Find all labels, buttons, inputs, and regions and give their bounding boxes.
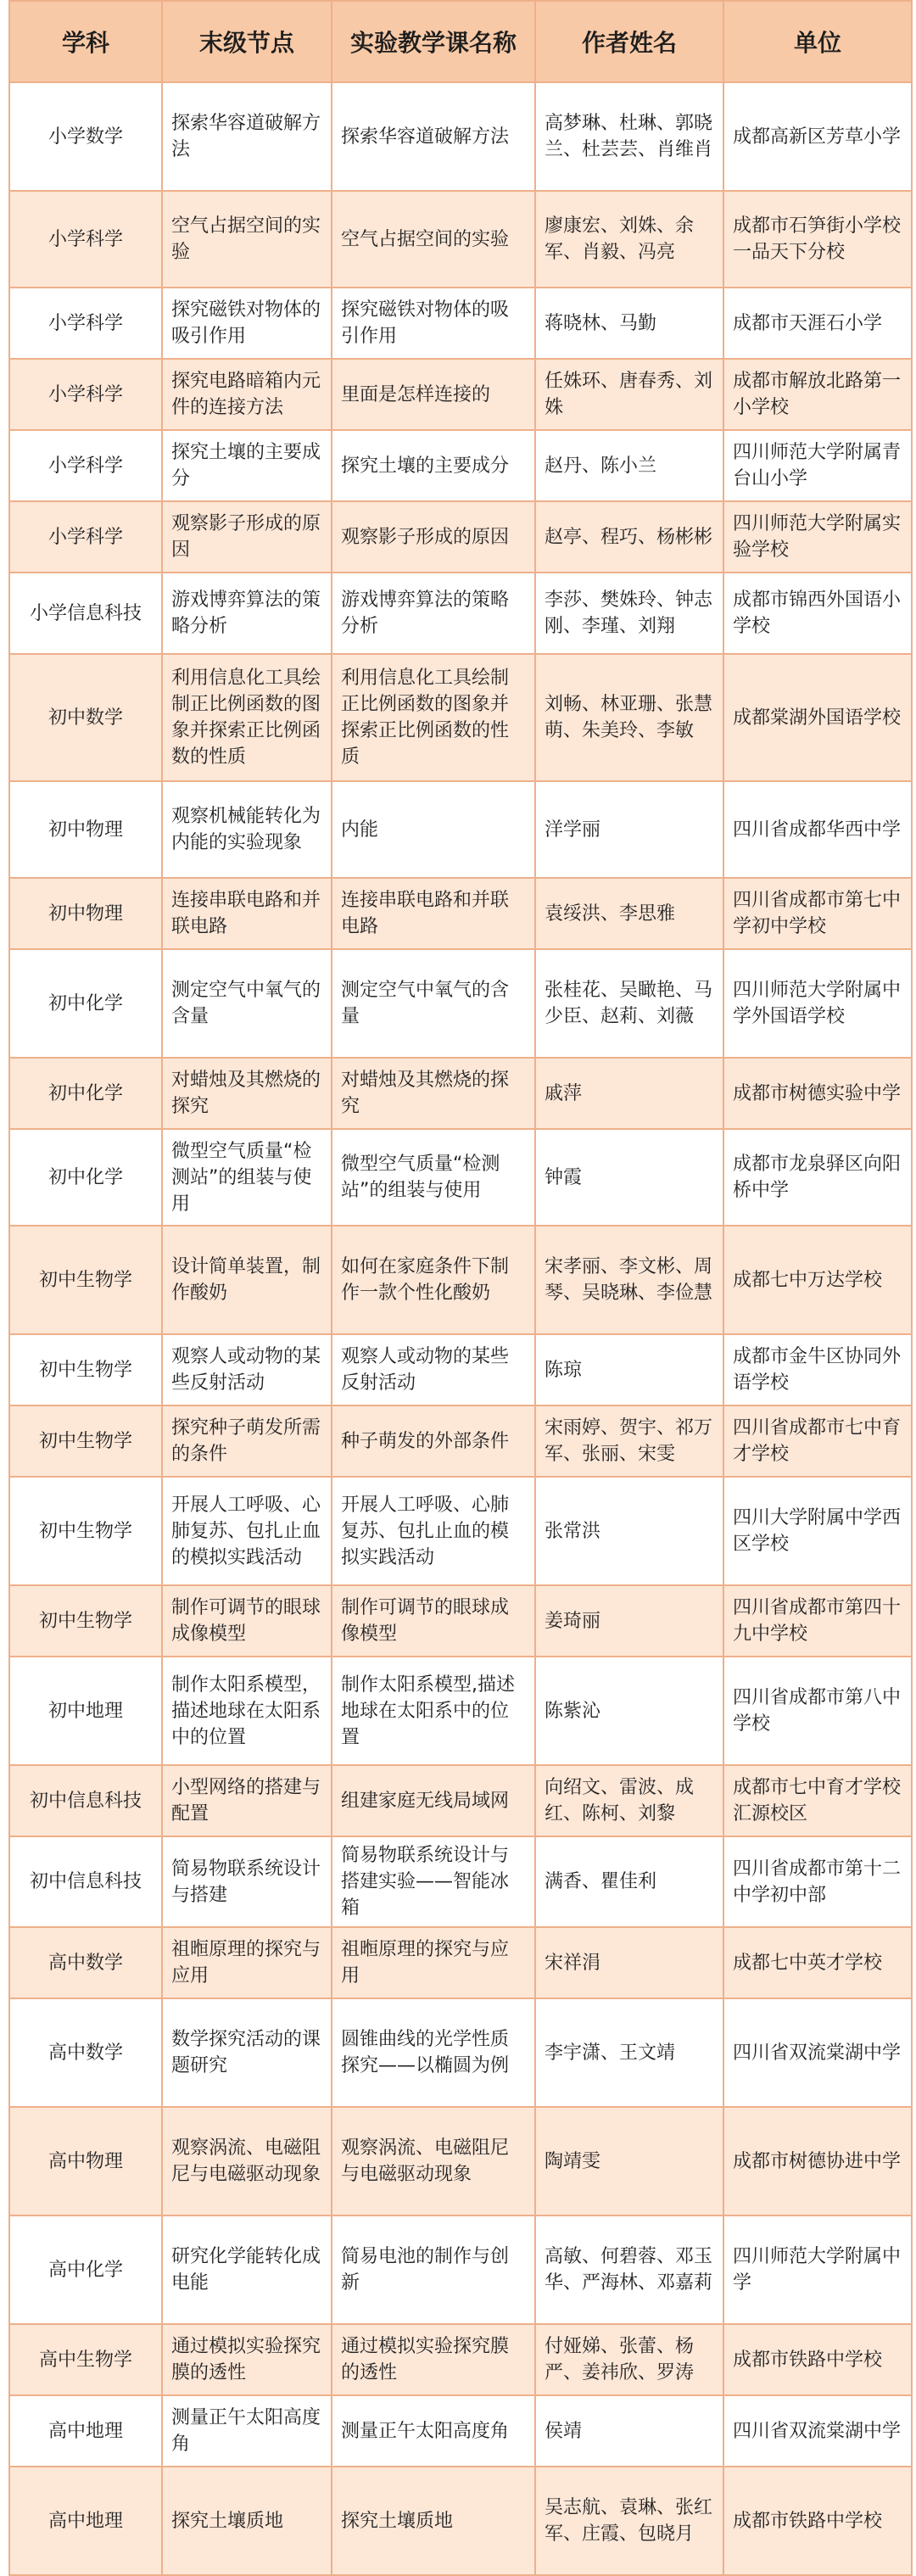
table-row bbox=[9, 1657, 912, 1765]
cell-subject: 小学科学 bbox=[9, 288, 162, 359]
cell-unit: 成都市树德协进中学 bbox=[723, 2107, 912, 2216]
cell-node: 观察影子形成的原因 bbox=[162, 501, 332, 573]
cell-unit: 四川省成都市第七中学初中学校 bbox=[723, 878, 912, 949]
cell-node: 空气占据空间的实验 bbox=[162, 191, 332, 288]
cell-course-name: 探索华容道破解方法 bbox=[332, 82, 535, 191]
cell-node: 观察人或动物的某些反射活动 bbox=[162, 1334, 332, 1405]
cell-authors: 陶靖雯 bbox=[535, 2107, 723, 2216]
cell-node: 探究土壤的主要成分 bbox=[162, 430, 332, 501]
table-row bbox=[9, 2107, 912, 2216]
cell-unit: 四川省成都华西中学 bbox=[723, 781, 912, 878]
cell-node: 开展人工呼吸、心肺复苏、包扎止血的模拟实践活动 bbox=[162, 1477, 332, 1585]
table-row bbox=[9, 1405, 912, 1477]
header-subject: 学科 bbox=[9, 1, 162, 82]
cell-authors: 张桂花、吴瞰艳、马少臣、赵莉、刘薇 bbox=[535, 949, 723, 1058]
cell-unit: 成都市龙泉驿区向阳桥中学 bbox=[723, 1129, 912, 1226]
table-row bbox=[9, 878, 912, 949]
cell-unit: 四川省双流棠湖中学 bbox=[723, 2395, 912, 2467]
cell-authors: 钟霞 bbox=[535, 1129, 723, 1226]
cell-subject: 初中数学 bbox=[9, 654, 162, 781]
cell-authors: 赵丹、陈小兰 bbox=[535, 430, 723, 501]
cell-subject: 初中生物学 bbox=[9, 1477, 162, 1585]
table-row bbox=[9, 501, 912, 573]
cell-authors: 戚萍 bbox=[535, 1058, 723, 1129]
cell-node: 对蜡烛及其燃烧的探究 bbox=[162, 1058, 332, 1129]
cell-subject: 初中信息科技 bbox=[9, 1765, 162, 1836]
cell-subject: 初中化学 bbox=[9, 949, 162, 1058]
cell-subject: 初中生物学 bbox=[9, 1334, 162, 1405]
cell-subject: 小学科学 bbox=[9, 501, 162, 573]
cell-authors: 高梦琳、杜琳、郭晓兰、杜芸芸、肖维肖 bbox=[535, 82, 723, 191]
cell-node: 探究电路暗箱内元件的连接方法 bbox=[162, 359, 332, 430]
table-row bbox=[9, 2467, 912, 2575]
cell-authors: 姜琦丽 bbox=[535, 1585, 723, 1657]
experiment-course-table bbox=[8, 0, 913, 2576]
cell-subject: 高中地理 bbox=[9, 2395, 162, 2467]
cell-subject: 初中化学 bbox=[9, 1129, 162, 1226]
cell-unit: 成都市铁路中学校 bbox=[723, 2324, 912, 2395]
cell-course-name: 游戏博弈算法的策略分析 bbox=[332, 573, 535, 654]
cell-course-name: 空气占据空间的实验 bbox=[332, 191, 535, 288]
cell-course-name: 通过模拟实验探究膜的透性 bbox=[332, 2324, 535, 2395]
cell-course-name: 对蜡烛及其燃烧的探究 bbox=[332, 1058, 535, 1129]
cell-unit: 四川省成都市七中育才学校 bbox=[723, 1405, 912, 1477]
cell-unit: 四川省成都市第四十九中学校 bbox=[723, 1585, 912, 1657]
cell-course-name: 开展人工呼吸、心肺复苏、包扎止血的模拟实践活动 bbox=[332, 1477, 535, 1585]
cell-unit: 成都市石笋街小学校一品天下分校 bbox=[723, 191, 912, 288]
cell-authors: 刘畅、林亚珊、张慧萌、朱美玲、李敏 bbox=[535, 654, 723, 781]
cell-node: 连接串联电路和并联电路 bbox=[162, 878, 332, 949]
cell-authors: 李宇潇、王文靖 bbox=[535, 1998, 723, 2107]
cell-subject: 初中物理 bbox=[9, 878, 162, 949]
table-row bbox=[9, 573, 912, 654]
table-row bbox=[9, 781, 912, 878]
header-row bbox=[9, 1, 912, 82]
cell-node: 利用信息化工具绘制正比例函数的图象并探索正比例函数的性质 bbox=[162, 654, 332, 781]
cell-node: 探究种子萌发所需的条件 bbox=[162, 1405, 332, 1477]
cell-authors: 洋学丽 bbox=[535, 781, 723, 878]
cell-node: 观察机械能转化为内能的实验现象 bbox=[162, 781, 332, 878]
cell-authors: 任姝环、唐春秀、刘姝 bbox=[535, 359, 723, 430]
cell-course-name: 种子萌发的外部条件 bbox=[332, 1405, 535, 1477]
cell-unit: 四川师范大学附属中学外国语学校 bbox=[723, 949, 912, 1058]
cell-unit: 成都七中万达学校 bbox=[723, 1226, 912, 1334]
cell-course-name: 观察人或动物的某些反射活动 bbox=[332, 1334, 535, 1405]
cell-unit: 四川省成都市第十二中学初中部 bbox=[723, 1836, 912, 1927]
cell-course-name: 观察影子形成的原因 bbox=[332, 501, 535, 573]
cell-course-name: 探究磁铁对物体的吸引作用 bbox=[332, 288, 535, 359]
cell-authors: 廖康宏、刘姝、余军、肖毅、冯亮 bbox=[535, 191, 723, 288]
cell-authors: 张常洪 bbox=[535, 1477, 723, 1585]
cell-course-name: 连接串联电路和并联电路 bbox=[332, 878, 535, 949]
cell-node: 微型空气质量“检测站”的组装与使用 bbox=[162, 1129, 332, 1226]
cell-course-name: 圆锥曲线的光学性质探究——以椭圆为例 bbox=[332, 1998, 535, 2107]
cell-subject: 高中地理 bbox=[9, 2467, 162, 2575]
cell-node: 制作可调节的眼球成像模型 bbox=[162, 1585, 332, 1657]
table-row bbox=[9, 1477, 912, 1585]
cell-authors: 向绍文、雷波、成红、陈柯、刘黎 bbox=[535, 1765, 723, 1836]
cell-subject: 初中化学 bbox=[9, 1058, 162, 1129]
table-row bbox=[9, 1226, 912, 1334]
cell-node: 测量正午太阳高度角 bbox=[162, 2395, 332, 2467]
table-row bbox=[9, 2216, 912, 2324]
cell-unit: 成都市金牛区协同外语学校 bbox=[723, 1334, 912, 1405]
cell-subject: 小学数学 bbox=[9, 82, 162, 191]
table-row bbox=[9, 1585, 912, 1657]
cell-authors: 袁绥洪、李思雅 bbox=[535, 878, 723, 949]
cell-unit: 四川省成都市第八中学校 bbox=[723, 1657, 912, 1765]
header-node: 末级节点 bbox=[162, 1, 332, 82]
cell-node: 小型网络的搭建与配置 bbox=[162, 1765, 332, 1836]
table-row bbox=[9, 1765, 912, 1836]
cell-node: 探究土壤质地 bbox=[162, 2467, 332, 2575]
cell-course-name: 内能 bbox=[332, 781, 535, 878]
cell-authors: 宋祥涓 bbox=[535, 1927, 723, 1998]
cell-course-name: 微型空气质量“检测站”的组装与使用 bbox=[332, 1129, 535, 1226]
cell-node: 设计简单装置，制作酸奶 bbox=[162, 1226, 332, 1334]
cell-subject: 高中物理 bbox=[9, 2107, 162, 2216]
cell-course-name: 如何在家庭条件下制作一款个性化酸奶 bbox=[332, 1226, 535, 1334]
cell-node: 观察涡流、电磁阻尼与电磁驱动现象 bbox=[162, 2107, 332, 2216]
cell-subject: 小学科学 bbox=[9, 430, 162, 501]
cell-unit: 成都棠湖外国语学校 bbox=[723, 654, 912, 781]
cell-authors: 陈琼 bbox=[535, 1334, 723, 1405]
cell-authors: 赵亭、程巧、杨彬彬 bbox=[535, 501, 723, 573]
table-row bbox=[9, 2395, 912, 2467]
cell-course-name: 组建家庭无线局域网 bbox=[332, 1765, 535, 1836]
cell-unit: 四川师范大学附属实验学校 bbox=[723, 501, 912, 573]
cell-unit: 四川师范大学附属中学 bbox=[723, 2216, 912, 2324]
cell-node: 数学探究活动的课题研究 bbox=[162, 1998, 332, 2107]
cell-authors: 蒋晓林、马勤 bbox=[535, 288, 723, 359]
header-authors: 作者姓名 bbox=[535, 1, 723, 82]
cell-node: 制作太阳系模型，描述地球在太阳系中的位置 bbox=[162, 1657, 332, 1765]
cell-authors: 宋雨婷、贺宇、祁万军、张丽、宋雯 bbox=[535, 1405, 723, 1477]
cell-subject: 初中信息科技 bbox=[9, 1836, 162, 1927]
cell-subject: 小学信息科技 bbox=[9, 573, 162, 654]
cell-unit: 四川大学附属中学西区学校 bbox=[723, 1477, 912, 1585]
cell-node: 探索华容道破解方法 bbox=[162, 82, 332, 191]
cell-course-name: 里面是怎样连接的 bbox=[332, 359, 535, 430]
cell-authors: 侯靖 bbox=[535, 2395, 723, 2467]
cell-course-name: 简易物联系统设计与搭建实验——智能冰箱 bbox=[332, 1836, 535, 1927]
table-row bbox=[9, 82, 912, 191]
cell-authors: 宋孝丽、李文彬、周琴、吴晓琳、李俭慧 bbox=[535, 1226, 723, 1334]
cell-subject: 高中化学 bbox=[9, 2216, 162, 2324]
cell-course-name: 探究土壤质地 bbox=[332, 2467, 535, 2575]
cell-authors: 吴志航、袁琳、张红军、庄霞、包晓月 bbox=[535, 2467, 723, 2575]
table-row bbox=[9, 949, 912, 1058]
cell-node: 探究磁铁对物体的吸引作用 bbox=[162, 288, 332, 359]
cell-authors: 李莎、樊姝玲、钟志刚、李瑾、刘翔 bbox=[535, 573, 723, 654]
cell-course-name: 简易电池的制作与创新 bbox=[332, 2216, 535, 2324]
cell-unit: 成都市树德实验中学 bbox=[723, 1058, 912, 1129]
cell-course-name: 制作太阳系模型,描述地球在太阳系中的位置 bbox=[332, 1657, 535, 1765]
header-unit: 单位 bbox=[723, 1, 912, 82]
cell-node: 游戏博弈算法的策略分析 bbox=[162, 573, 332, 654]
cell-course-name: 观察涡流、电磁阻尼与电磁驱动现象 bbox=[332, 2107, 535, 2216]
cell-unit: 成都市天涯石小学 bbox=[723, 288, 912, 359]
cell-unit: 成都市铁路中学校 bbox=[723, 2467, 912, 2575]
cell-authors: 高敏、何碧蓉、邓玉华、严海林、邓嘉莉 bbox=[535, 2216, 723, 2324]
cell-course-name: 制作可调节的眼球成像模型 bbox=[332, 1585, 535, 1657]
header-course-name: 实验教学课名称 bbox=[332, 1, 535, 82]
cell-subject: 小学科学 bbox=[9, 359, 162, 430]
table-row bbox=[9, 191, 912, 288]
cell-node: 研究化学能转化成电能 bbox=[162, 2216, 332, 2324]
table-row bbox=[9, 359, 912, 430]
cell-node: 简易物联系统设计与搭建 bbox=[162, 1836, 332, 1927]
cell-node: 测定空气中氧气的含量 bbox=[162, 949, 332, 1058]
cell-course-name: 祖暅原理的探究与应用 bbox=[332, 1927, 535, 1998]
cell-unit: 成都市锦西外国语小学校 bbox=[723, 573, 912, 654]
table-row bbox=[9, 1998, 912, 2107]
cell-node: 通过模拟实验探究膜的透性 bbox=[162, 2324, 332, 2395]
cell-authors: 满香、瞿佳利 bbox=[535, 1836, 723, 1927]
cell-unit: 四川省双流棠湖中学 bbox=[723, 1998, 912, 2107]
table-row bbox=[9, 1334, 912, 1405]
table-row bbox=[9, 1836, 912, 1927]
cell-authors: 陈紫沁 bbox=[535, 1657, 723, 1765]
table-row bbox=[9, 1927, 912, 1998]
table-row bbox=[9, 2324, 912, 2395]
cell-course-name: 利用信息化工具绘制正比例函数的图象并探索正比例函数的性质 bbox=[332, 654, 535, 781]
cell-subject: 初中生物学 bbox=[9, 1405, 162, 1477]
table-row bbox=[9, 288, 912, 359]
cell-subject: 高中数学 bbox=[9, 1927, 162, 1998]
cell-unit: 四川师范大学附属青台山小学 bbox=[723, 430, 912, 501]
table-row bbox=[9, 1058, 912, 1129]
cell-unit: 成都高新区芳草小学 bbox=[723, 82, 912, 191]
cell-course-name: 测定空气中氧气的含量 bbox=[332, 949, 535, 1058]
cell-subject: 初中生物学 bbox=[9, 1226, 162, 1334]
cell-node: 祖暅原理的探究与应用 bbox=[162, 1927, 332, 1998]
cell-subject: 小学科学 bbox=[9, 191, 162, 288]
table-body bbox=[9, 82, 912, 2575]
cell-subject: 高中数学 bbox=[9, 1998, 162, 2107]
cell-subject: 初中生物学 bbox=[9, 1585, 162, 1657]
cell-course-name: 探究土壤的主要成分 bbox=[332, 430, 535, 501]
table-row bbox=[9, 654, 912, 781]
cell-course-name: 测量正午太阳高度角 bbox=[332, 2395, 535, 2467]
cell-unit: 成都七中英才学校 bbox=[723, 1927, 912, 1998]
cell-unit: 成都市解放北路第一小学校 bbox=[723, 359, 912, 430]
cell-authors: 付娅娣、张蕾、杨严、姜祎欣、罗涛 bbox=[535, 2324, 723, 2395]
cell-subject: 初中地理 bbox=[9, 1657, 162, 1765]
cell-unit: 成都市七中育才学校汇源校区 bbox=[723, 1765, 912, 1836]
table-row bbox=[9, 430, 912, 501]
cell-subject: 初中物理 bbox=[9, 781, 162, 878]
table-row bbox=[9, 1129, 912, 1226]
cell-subject: 高中生物学 bbox=[9, 2324, 162, 2395]
